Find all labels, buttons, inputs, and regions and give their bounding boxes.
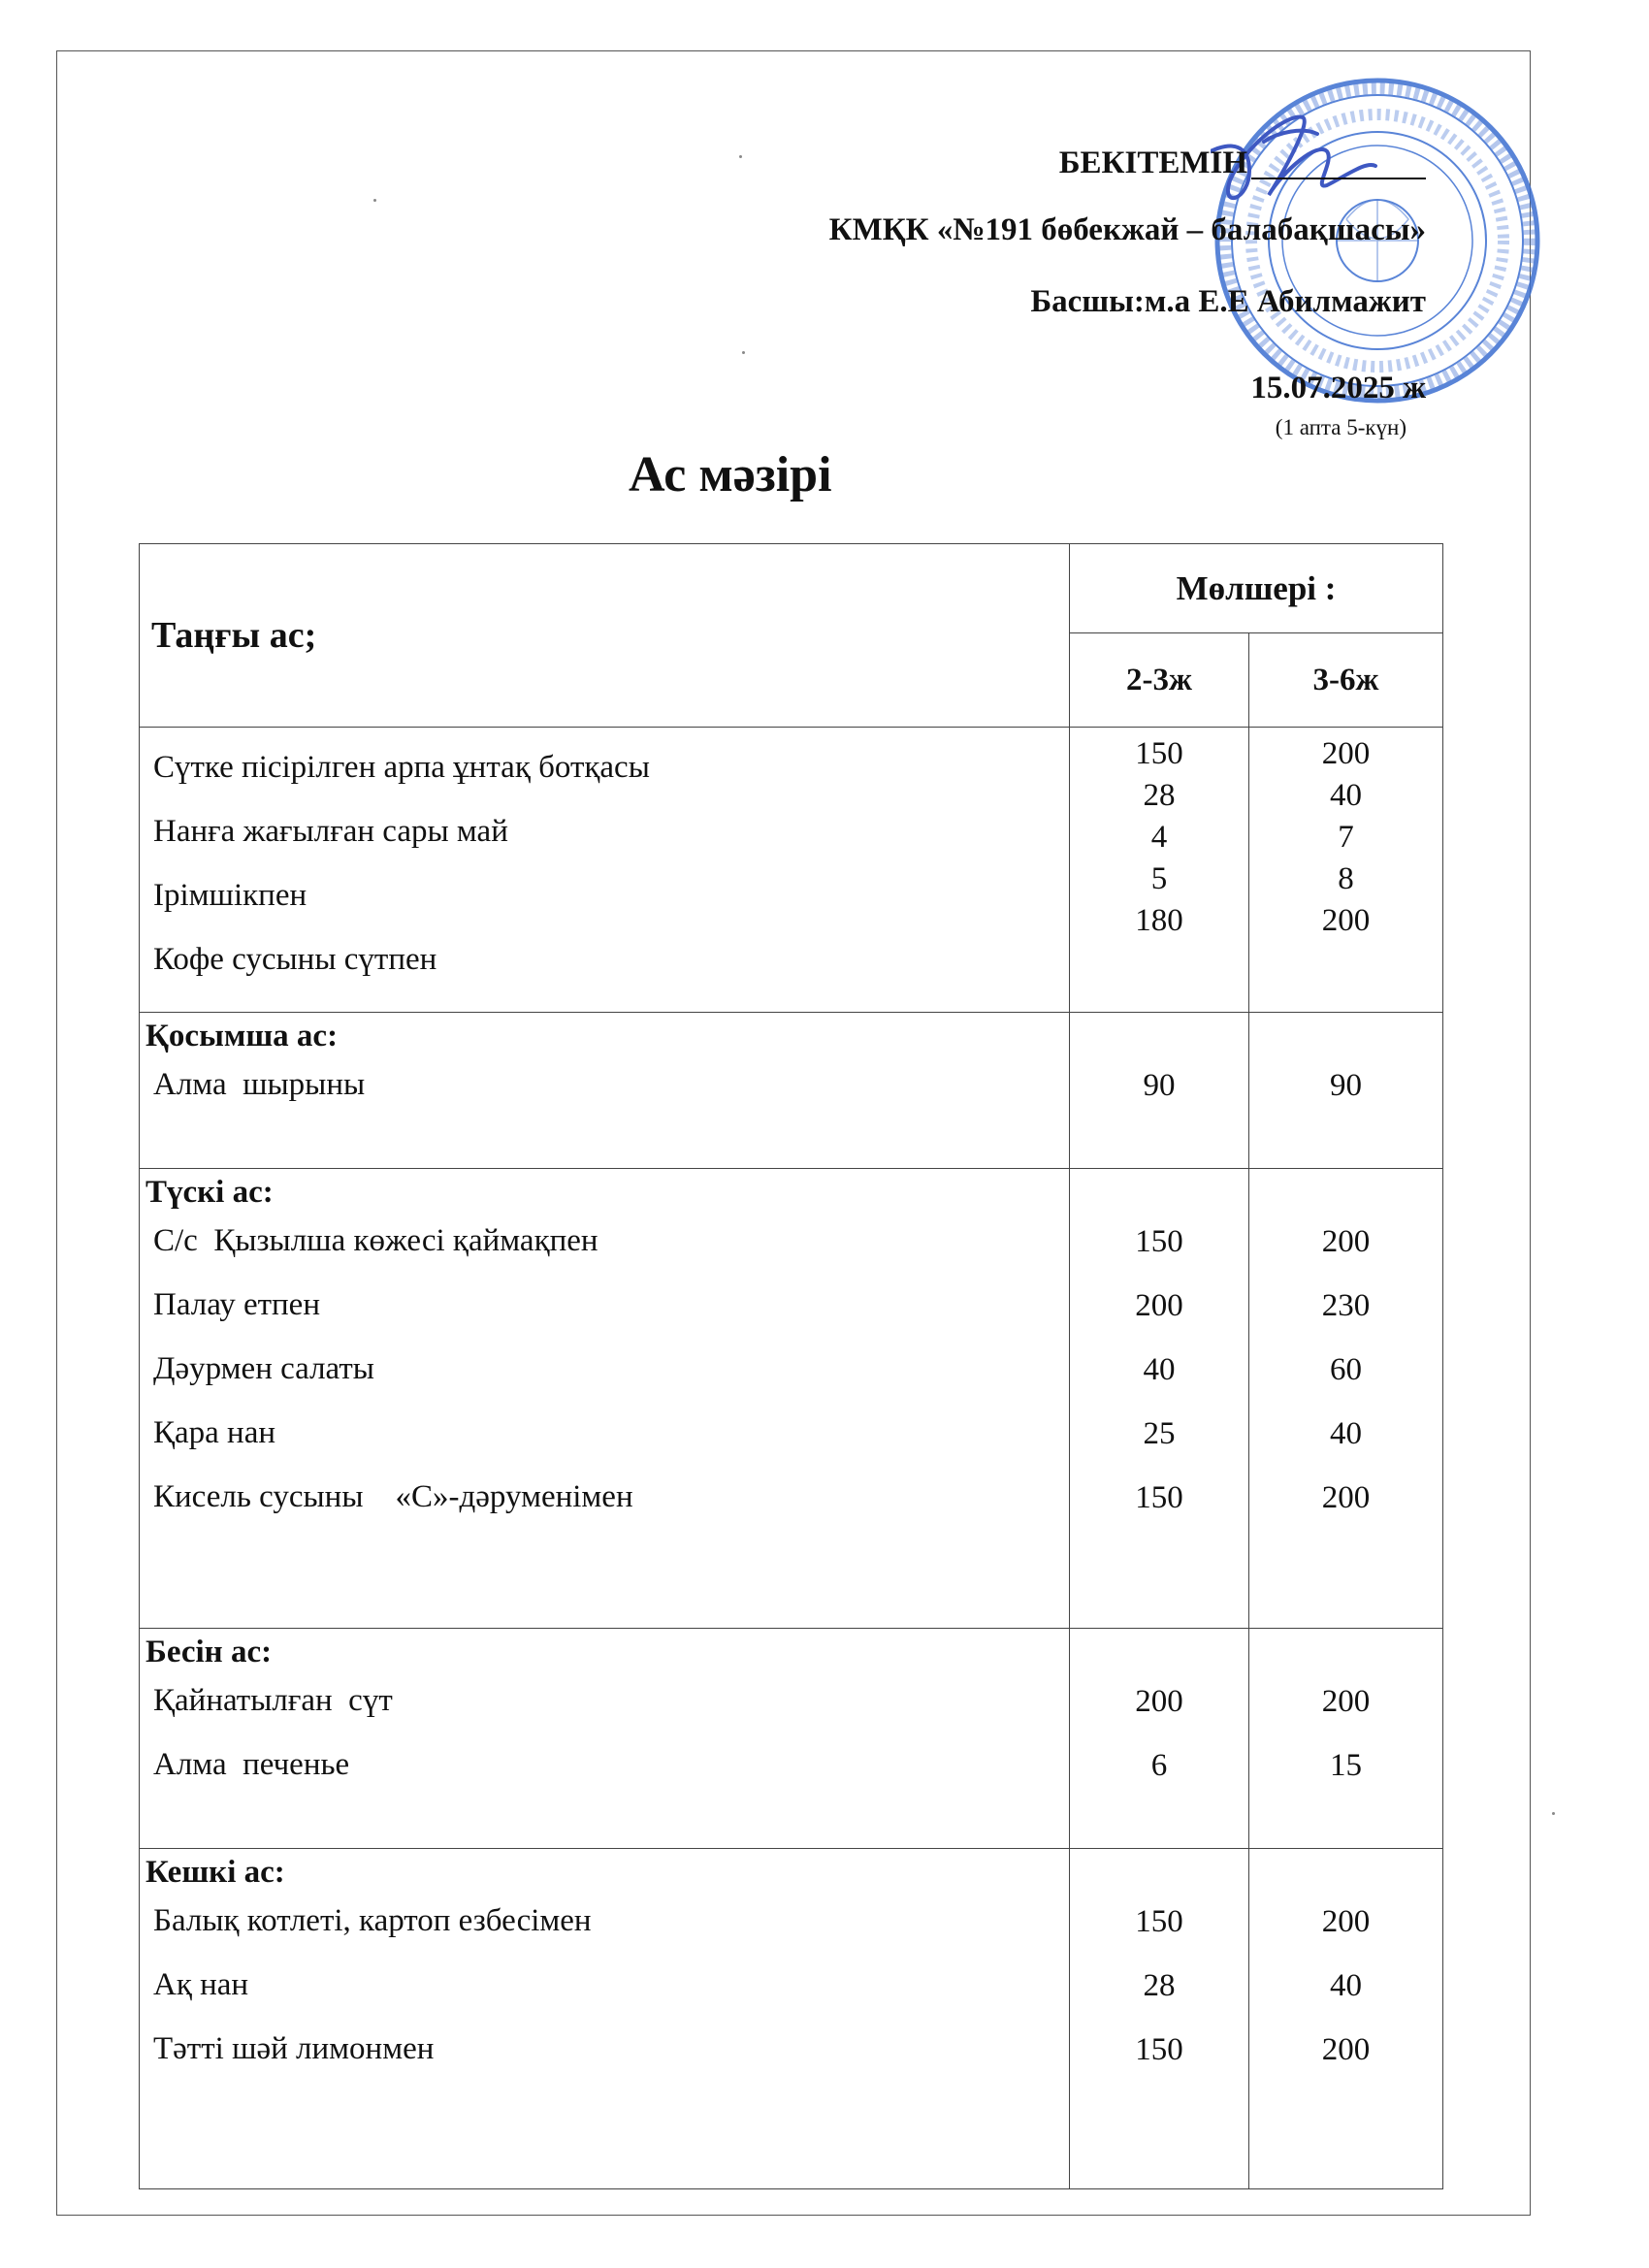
week-day: (1 апта 5-күн) [1275, 415, 1406, 439]
table-row [140, 1629, 1443, 1849]
value-cell: 150 [1135, 736, 1183, 771]
snack-items [140, 1013, 1070, 1169]
value-cell: 40 [1330, 1416, 1362, 1451]
organization-name: КМҚК «№191 бөбекжай – балабақшасы» [828, 212, 1426, 247]
breakfast-items [140, 728, 1070, 1013]
scan-speck [739, 155, 742, 158]
value-cell: 200 [1321, 1684, 1371, 1719]
signature-line [1251, 148, 1426, 179]
section-title: Кешкі ас: [146, 1855, 285, 1890]
scan-speck [742, 351, 745, 354]
tea-items [140, 1629, 1070, 1849]
menu-item: С/с Қызылша көжесі қаймақпен [153, 1223, 598, 1258]
lunch-values-2-3 [1070, 1169, 1249, 1629]
menu-table [139, 543, 1443, 2189]
head-name: Басшы:м.а Е.Е Абилмажит [1030, 284, 1426, 319]
menu-item: Балық котлеті, картоп езбесімен [153, 1903, 592, 1938]
value-cell: 90 [1143, 1068, 1176, 1103]
value-cell: 150 [1135, 2032, 1183, 2067]
menu-item: Алма печенье [153, 1747, 350, 1782]
value-cell: 5 [1150, 861, 1168, 896]
dinner-values-2-3 [1070, 1849, 1249, 2189]
value-cell: 150 [1135, 1224, 1183, 1259]
value-cell: 200 [1321, 1224, 1371, 1259]
table-row [140, 728, 1443, 1013]
dinner-values-3-6 [1249, 1849, 1443, 2189]
value-cell: 200 [1135, 1684, 1183, 1719]
breakfast-values-2-3 [1070, 728, 1249, 1013]
menu-item: Тәтті шәй лимонмен [153, 2031, 435, 2066]
snack-values-2-3 [1070, 1013, 1249, 1169]
menu-item: Кофе сусыны сүтпен [153, 942, 437, 977]
menu-item: Ірімшікпен [153, 878, 307, 913]
value-cell: 40 [1330, 778, 1362, 813]
value-cell: 200 [1135, 1288, 1183, 1323]
scan-speck [1552, 1812, 1555, 1815]
age-col-header: 2-3ж [1070, 633, 1249, 728]
menu-item: Қайнатылған сүт [153, 1683, 393, 1718]
value-cell: 8 [1338, 861, 1354, 896]
menu-item: Кисель сусыны «С»-дәруменімен [153, 1479, 633, 1514]
page-title: Ас мәзірі [629, 447, 832, 502]
value-cell: 6 [1150, 1748, 1168, 1783]
table-row [140, 1169, 1443, 1629]
menu-item: Алма шырыны [153, 1067, 366, 1102]
value-cell: 15 [1330, 1748, 1362, 1783]
lunch-items [140, 1169, 1070, 1629]
age-col-header: 3-6ж [1249, 633, 1443, 728]
value-cell: 28 [1143, 778, 1176, 813]
dinner-items [140, 1849, 1070, 2189]
value-cell: 25 [1143, 1416, 1176, 1451]
value-cell: 200 [1321, 1480, 1371, 1515]
value-cell: 40 [1330, 1968, 1362, 2003]
value-cell: 150 [1135, 1904, 1183, 1939]
section-title: Бесін ас: [146, 1635, 273, 1669]
menu-item: Сүтке пісірілген арпа ұнтақ ботқасы [153, 750, 650, 785]
value-cell: 60 [1330, 1352, 1362, 1387]
table-row [140, 1849, 1443, 2189]
table-row [140, 1013, 1443, 1169]
menu-item: Палау етпен [153, 1287, 320, 1322]
menu-item: Нанға жағылған сары май [153, 814, 508, 849]
menu-item: Дәурмен салаты [153, 1351, 374, 1386]
section-title: Қосымша ас: [146, 1019, 339, 1053]
document-date: 15.07.2025 ж [1250, 371, 1426, 405]
lunch-values-3-6 [1249, 1169, 1443, 1629]
scan-speck [373, 199, 376, 202]
value-cell: 200 [1321, 903, 1371, 938]
value-cell: 200 [1321, 736, 1371, 771]
value-cell: 7 [1338, 820, 1354, 855]
approve-label: БЕКІТЕМІН [1058, 146, 1247, 180]
value-cell: 90 [1330, 1068, 1362, 1103]
value-cell: 200 [1321, 2032, 1371, 2067]
approval-line [1059, 147, 1426, 179]
breakfast-values-3-6 [1249, 728, 1443, 1013]
value-cell: 150 [1135, 1480, 1183, 1515]
section-title: Түскі ас: [146, 1175, 274, 1210]
value-cell: 200 [1321, 1904, 1371, 1939]
value-cell: 230 [1321, 1288, 1371, 1323]
tea-values-2-3 [1070, 1629, 1249, 1849]
value-cell: 40 [1143, 1352, 1176, 1387]
quantity-header: Мөлшері : [1070, 544, 1443, 633]
menu-item: Қара нан [153, 1415, 276, 1450]
snack-values-3-6 [1249, 1013, 1443, 1169]
value-cell: 28 [1143, 1968, 1176, 2003]
tea-values-3-6 [1249, 1629, 1443, 1849]
meal-header: Таңғы ас; [140, 544, 1070, 728]
value-cell: 4 [1150, 820, 1168, 855]
menu-item: Ақ нан [153, 1967, 249, 2002]
value-cell: 180 [1135, 903, 1183, 938]
